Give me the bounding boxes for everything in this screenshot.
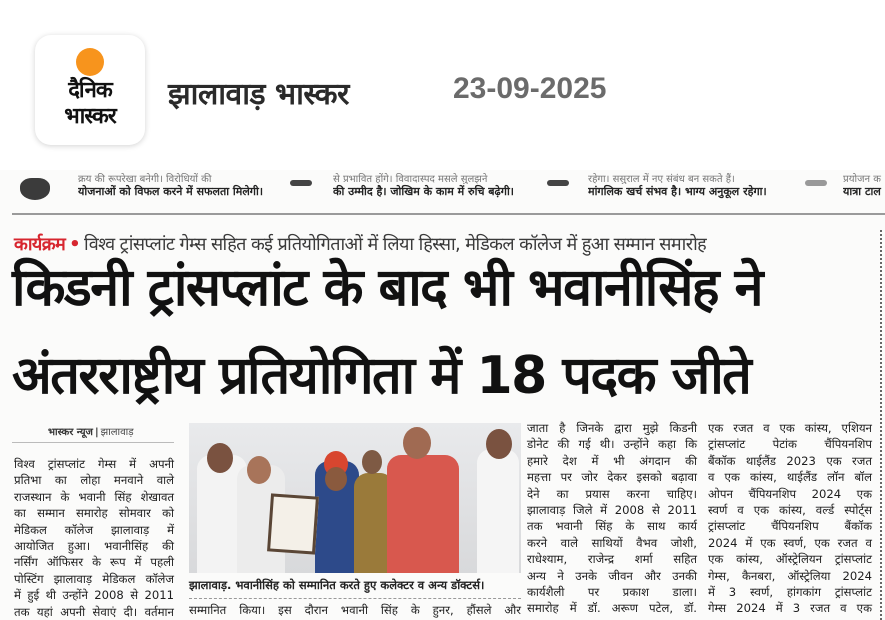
horoscope-strip <box>0 170 885 210</box>
byline-divider <box>12 442 174 443</box>
byline-source: भास्कर न्यूज <box>48 427 93 438</box>
zodiac-sign-icon <box>20 178 50 200</box>
article-column-4: एक रजत व एक कांस्य, एशियन ट्रांसप्लांट पेटांक चैंपियनशिप बैंकॉक थाईलैंड 2023 एक रजत व एक कांस्य, थाईलैंड लॉन बॉल ओपन चैंपियनशिप 2024 एक स्वर्ण व एक कांस्य, वर्ल्ड स्पोर्ट्स ट्रांसप्लांट चैंपियनशिप बैंकॉक 2024 में एक स्वर्ण, एक रजत व एक कांस्य, ऑस्ट्रेलियन ट्रांसप्लांट गेम्स, कैनबरा, ऑस्ट्रेलिया 2024 में 3 स्वर्ण, हांगकांग ट्रांसप्लांट गेम्स 2024 में 3 रजत व एक <box>708 421 872 616</box>
section-divider <box>12 213 885 215</box>
person-figure <box>477 449 519 573</box>
app-header <box>0 0 885 170</box>
horoscope-col-2: से प्रभावित होंगे। विवादास्पद मसले सुलझने की उम्मीद है। जोखिम के काम में रुचि बढ़ेगी। <box>333 174 514 198</box>
article-column-3: जाता है जिनके द्वारा मुझे किडनी डोनेट की गई थी। उन्होंने कहा कि हमारे देश में भी अंगदान की महत्ता पर जोर देकर इसको बढ़ावा देने का प्रयास करना चाहिए। झालावाड़ जिले में 2008 से 2011 तक भवानी सिंह के साथ कार्य करने वाले साथियों वैभव जोशी, राधेश्याम, राजेन्द्र शर्मा सहित अन्य ने उनके जीवन और उनकी कार्यशैली पर प्रकाश डाला। समारोह में डॉ. अरूण पटेल, डॉ. <box>527 421 697 616</box>
photo-caption: झालावाड़. भवानीसिंह को सम्मानित करते हुए कलेक्टर व अन्य डॉक्टर्स। <box>189 578 485 592</box>
sun-logo-icon <box>76 48 104 76</box>
person-head <box>362 450 382 474</box>
edition-title: झालावाड़ भास्कर <box>168 77 349 112</box>
zodiac-sign-icon <box>547 180 569 186</box>
kicker-tag: कार्यक्रम <box>14 234 66 255</box>
person-head <box>207 443 233 473</box>
horoscope-col-3: रहेगा। ससुराल में नए संबंध बन सकते हैं। मांगलिक खर्च संभव है। भाग्य अनुकूल रहेगा। <box>588 174 767 198</box>
zodiac-sign-icon <box>805 180 827 186</box>
kicker-subheading: विश्व ट्रांसप्लांट गेम्स सहित कई प्रतियोगिताओं में लिया हिस्सा, मेडिकल कॉलेज में हुआ सम्मान समारोह <box>84 234 707 255</box>
certificate-frame <box>267 493 319 554</box>
dainik-bhaskar-app-icon[interactable] <box>35 35 145 145</box>
byline <box>48 424 134 438</box>
horoscope-col-1: क्रय की रूपरेखा बनेगी। विरोधियों की योजनाओं को विफल करने में सफलता मिलेगी। <box>78 174 263 198</box>
headline-line-1: किडनी ट्रांसप्लांट के बाद भी भवानीसिंह ने <box>12 258 762 318</box>
column-edge-dots <box>880 230 882 620</box>
caption-divider <box>189 598 521 599</box>
person-head <box>325 467 347 491</box>
article-column-1: विश्व ट्रांसप्लांट गेम्स में अपनी प्रतिभा का लोहा मनवाने वाले राजस्थान के भवानी सिंह शेखावत का सम्मान समारोह सोमवार को मेडिकल कॉलेज झालावाड़ में आयोजित हुआ। भवानीसिंह की नर्सिंग ऑफिसर के रूप में पहली पोस्टिंग झालावाड़ मेडिकल कॉलेज में हुई थी उन्होंने 2008 से 2011 तक यहां अपनी सेवाएं दी। वर्तमान <box>14 457 174 619</box>
edition-date: 23-09-2025 <box>453 72 607 105</box>
person-head <box>403 427 431 459</box>
byline-place: झालावाड़ <box>100 427 134 438</box>
byline-separator: | <box>94 427 99 438</box>
article-kicker <box>14 232 706 256</box>
newspaper-clipping <box>0 170 885 620</box>
headline-line-2: अंतरराष्ट्रीय प्रतियोगिता में 18 पदक जीते <box>12 346 751 406</box>
zodiac-sign-icon <box>290 180 312 186</box>
person-head <box>486 429 512 459</box>
logo-text-dainik: दैनिक <box>68 78 112 103</box>
article-column-2-text: सम्मानित किया। इस दौरान भवानी सिंह के हुनर, हौंसले और <box>189 603 521 617</box>
logo-text-bhaskar: भास्कर <box>64 104 116 129</box>
person-head <box>247 456 271 484</box>
horoscope-col-4: प्रयोजन क यात्रा टाल <box>843 174 881 198</box>
person-figure <box>387 455 459 573</box>
kicker-bullet: • <box>69 234 81 255</box>
article-photo[interactable] <box>189 423 521 573</box>
